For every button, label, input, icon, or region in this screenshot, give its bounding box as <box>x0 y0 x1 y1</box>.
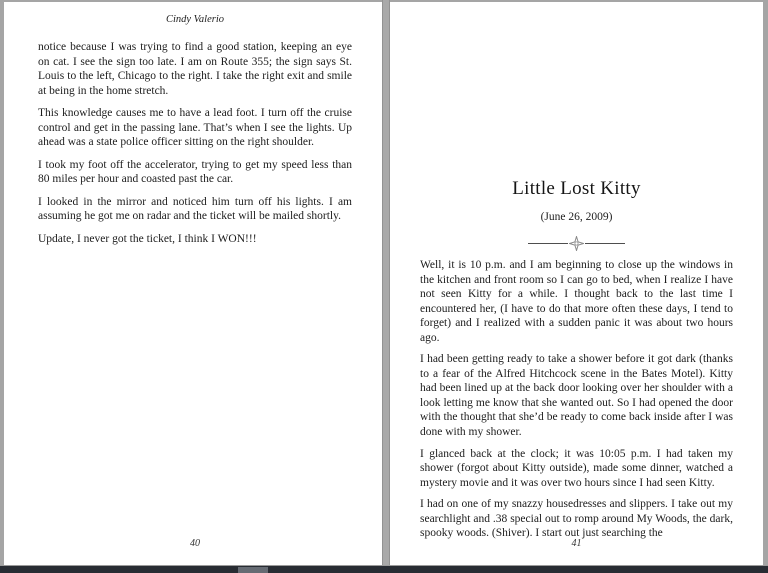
body-paragraph: I glanced back at the clock; it was 10:05 p.m. I had taken my shower (forgot about Kitty outside), made some dinner, watched a mystery movie and it was over two hours since I had seen Kitty. <box>420 447 733 489</box>
page-number: 40 <box>190 538 200 549</box>
running-header: Cindy Valerio <box>165 14 225 25</box>
divider-line-left <box>528 243 568 244</box>
page-gutter <box>382 0 390 573</box>
right-page <box>390 2 762 565</box>
left-page <box>4 2 382 565</box>
page-number: 41 <box>571 538 582 549</box>
body-paragraph: I took my foot off the accelerator, trying to get my speed less than 80 miles per hour and coasted past the car. <box>38 158 352 186</box>
chapter-heading <box>420 178 733 251</box>
window-frame-right <box>763 0 768 573</box>
body-paragraph: I had on one of my snazzy housedresses and slippers. I take out my searchlight and .38 special out to romp around My Woods, the dark, spooky woods. (Shiver). I start out just searching the <box>420 498 733 540</box>
right-page-body <box>420 258 733 548</box>
divider-ornament <box>420 236 733 251</box>
chapter-date: (June 26, 2009) <box>540 211 613 223</box>
four-pointed-star-icon <box>568 236 585 251</box>
divider-line-right <box>585 243 625 244</box>
horizontal-scrollbar[interactable] <box>0 565 768 573</box>
window-frame-left <box>0 0 4 573</box>
body-paragraph: I had been getting ready to take a shower before it got dark (thanks to a fear of the Alfred Hitchcock scene in the Bates Motel). Kitty had been lined up at the back door looking over her shoulder with a look letting me know that she wanted out. So I had opened the door with the thought that she’d be ready to come back inside after I was done with my shower. <box>420 353 733 439</box>
body-paragraph: This knowledge causes me to have a lead foot. I turn off the cruise control and get in the passing lane. That’s when I see the lights. Up ahead was a state police officer sitting on the right shoulder. <box>38 107 352 149</box>
scrollbar-thumb[interactable] <box>238 567 268 573</box>
body-paragraph: Update, I never got the ticket, I think I WON!!! <box>38 233 257 246</box>
body-paragraph: Well, it is 10 p.m. and I am beginning to close up the windows in the kitchen and front room so I can go to bed, when I realize I have not seen Kitty for a while. I thought back to the last time I encountered her, (I have to do that more often these days, I tend to forget) and I realized with a sudden panic it was about two hours ago. <box>420 259 733 344</box>
chapter-title: Little Lost Kitty <box>512 178 641 199</box>
body-paragraph: notice because I was trying to find a good station, keeping an eye on cat. I see the sign too late. I am on Route 355; the sign says St. Louis to the left, Chicago to the right. I take the right exit and smile at being in the home stretch. <box>38 41 352 97</box>
body-paragraph: I looked in the mirror and noticed him turn off his lights. I am assuming he got me on radar and the ticket will be mailed shortly. <box>38 195 352 223</box>
left-page-body <box>38 40 352 255</box>
